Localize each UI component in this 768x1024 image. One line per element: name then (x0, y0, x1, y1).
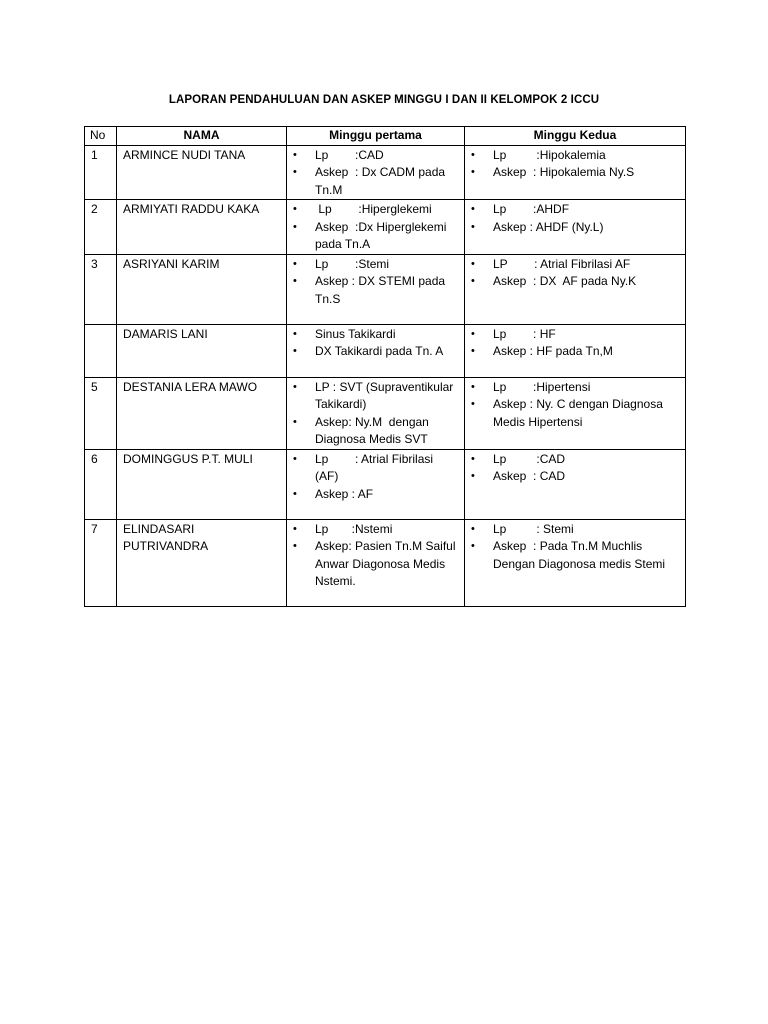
table-header-row (85, 127, 686, 146)
bullet-icon: • (293, 415, 297, 428)
list-item-text: Lp :AHDF (493, 202, 570, 216)
bullet-icon: • (293, 380, 297, 393)
list-item (470, 326, 680, 344)
list-item (292, 379, 459, 414)
list-item-text: Lp :Hipertensi (493, 379, 591, 394)
table-row (85, 254, 686, 324)
bullet-icon: • (293, 487, 297, 500)
list-item-text: Lp :Nstemi (315, 521, 393, 536)
list-item (292, 273, 459, 308)
list-item (292, 147, 459, 165)
list-item-text: Askep : CAD (493, 469, 566, 483)
list-item (470, 256, 680, 274)
item-list (470, 451, 680, 486)
list-item (292, 414, 459, 449)
list-item (470, 521, 680, 539)
bullet-icon: • (293, 275, 297, 287)
list-item-text: Askep : Dx CADM pada Tn.M (315, 165, 449, 197)
report-table (84, 126, 686, 607)
table-row (85, 377, 686, 449)
list-item-text: Lp : Atrial Fibrilasi (AF) (315, 451, 437, 483)
bullet-icon: • (293, 327, 297, 340)
header-nama: NAMA (117, 127, 287, 146)
week2-cell (465, 519, 686, 606)
week1-cell (287, 200, 465, 255)
item-list (292, 379, 459, 449)
week2-cell (465, 200, 686, 255)
list-item (470, 379, 680, 397)
list-item (292, 326, 459, 344)
bullet-icon: • (471, 166, 475, 178)
list-item (470, 538, 680, 573)
bullet-icon: • (471, 380, 475, 393)
row-number: 3 (85, 254, 117, 324)
item-list (470, 379, 680, 432)
student-name: ARMIYATI RADDU KAKA (117, 200, 287, 255)
list-item (470, 273, 680, 291)
week1-cell (287, 377, 465, 449)
list-item-text: Lp :Hipokalemia (493, 147, 606, 162)
row-number: 1 (85, 145, 117, 200)
list-item-text: Askep :Dx Hiperglekemi pada Tn.A (315, 219, 450, 251)
item-list (470, 521, 680, 574)
list-item-text: Sinus Takikardi (315, 326, 396, 341)
week1-cell (287, 324, 465, 377)
week2-cell (465, 145, 686, 200)
list-item (292, 451, 459, 486)
bullet-icon: • (293, 345, 297, 357)
row-number: 7 (85, 519, 117, 606)
list-item (292, 521, 459, 539)
table-row (85, 200, 686, 255)
week2-cell (465, 449, 686, 519)
header-no: No (85, 127, 117, 146)
bullet-icon: • (471, 327, 475, 340)
item-list (470, 147, 680, 182)
table-row (85, 324, 686, 377)
bullet-icon: • (471, 398, 475, 410)
header-week2: Minggu Kedua (465, 127, 686, 146)
bullet-icon: • (293, 203, 297, 215)
bullet-icon: • (471, 522, 475, 535)
list-item-text: Lp :CAD (493, 451, 566, 466)
week2-cell (465, 254, 686, 324)
list-item (292, 256, 459, 274)
row-number: 6 (85, 449, 117, 519)
list-item-text: Askep : HF pada Tn,M (493, 344, 613, 358)
bullet-icon: • (471, 148, 475, 161)
student-name: DAMARIS LANI (117, 324, 287, 377)
list-item (292, 201, 459, 219)
list-item (470, 147, 680, 165)
week1-cell (287, 145, 465, 200)
list-item (470, 343, 680, 361)
list-item-text: Lp : HF (493, 326, 556, 341)
table-body (85, 145, 686, 606)
item-list (292, 147, 459, 200)
item-list (292, 451, 459, 504)
document-title: LAPORAN PENDAHULUAN DAN ASKEP MINGGU I DAN II KELOMPOK 2 ICCU (168, 94, 600, 106)
bullet-icon: • (471, 220, 475, 233)
row-number: 5 (85, 377, 117, 449)
item-list (292, 326, 459, 361)
week1-cell (287, 449, 465, 519)
student-name: ASRIYANI KARIM (117, 254, 287, 324)
student-name: DESTANIA LERA MAWO (117, 377, 287, 449)
row-number: 2 (85, 200, 117, 255)
bullet-icon: • (293, 148, 297, 161)
item-list (470, 201, 680, 236)
list-item (292, 538, 459, 591)
list-item-text: Askep : DX AF pada Ny.K (493, 274, 637, 288)
list-item-text: Lp :Stemi (315, 256, 390, 271)
list-item (470, 451, 680, 469)
bullet-icon: • (471, 203, 475, 215)
student-name: ELINDASARI PUTRIVANDRA (117, 519, 287, 606)
bullet-icon: • (471, 257, 475, 270)
bullet-icon: • (471, 452, 475, 465)
list-item (292, 486, 459, 504)
item-list (292, 256, 459, 309)
week1-cell (287, 254, 465, 324)
list-item-text: Askep : AF (315, 486, 374, 501)
week2-cell (465, 324, 686, 377)
list-item-text: Lp :CAD (315, 147, 384, 162)
list-item (292, 164, 459, 199)
list-item (470, 468, 680, 486)
list-item (470, 219, 680, 237)
row-number (85, 324, 117, 377)
bullet-icon: • (293, 257, 297, 270)
list-item (470, 164, 680, 182)
list-item-text: DX Takikardi pada Tn. A (315, 344, 444, 358)
list-item (470, 396, 680, 431)
item-list (292, 201, 459, 254)
list-item-text: Askep : AHDF (Ny.L) (493, 219, 604, 234)
bullet-icon: • (293, 522, 297, 535)
bullet-icon: • (471, 275, 475, 287)
student-name: DOMINGGUS P.T. MULI (117, 449, 287, 519)
week1-cell (287, 519, 465, 606)
list-item-text: Lp :Hiperglekemi (315, 202, 432, 216)
list-item-text: Askep : Ny. C dengan Diagnosa Medis Hipertensi (493, 397, 667, 429)
list-item (470, 201, 680, 219)
item-list (470, 256, 680, 291)
bullet-icon: • (471, 540, 475, 552)
bullet-icon: • (293, 166, 297, 178)
list-item (292, 343, 459, 361)
header-week1: Minggu pertama (287, 127, 465, 146)
list-item-text: LP : SVT (Supraventikular Takikardi) (315, 379, 457, 411)
list-item-text: Askep: Pasien Tn.M Saiful Anwar Diagonosa Medis Nstemi. (315, 539, 459, 588)
table-row (85, 145, 686, 200)
list-item-text: Lp : Stemi (493, 521, 574, 536)
list-item-text: Askep : DX STEMI pada Tn.S (315, 274, 449, 306)
table-row (85, 519, 686, 606)
list-item-text: Askep : Pada Tn.M Muchlis Dengan Diagonosa medis Stemi (493, 539, 666, 571)
list-item (292, 219, 459, 254)
bullet-icon: • (471, 470, 475, 482)
list-item-text: Askep : Hipokalemia Ny.S (493, 165, 635, 179)
list-item-text: LP : Atrial Fibrilasi AF (493, 256, 631, 271)
table-row (85, 449, 686, 519)
bullet-icon: • (293, 220, 297, 233)
bullet-icon: • (293, 452, 297, 465)
student-name: ARMINCE NUDI TANA (117, 145, 287, 200)
item-list (470, 326, 680, 361)
bullet-icon: • (293, 540, 297, 552)
list-item-text: Askep: Ny.M dengan Diagnosa Medis SVT (315, 414, 433, 446)
item-list (292, 521, 459, 591)
week2-cell (465, 377, 686, 449)
bullet-icon: • (471, 345, 475, 357)
